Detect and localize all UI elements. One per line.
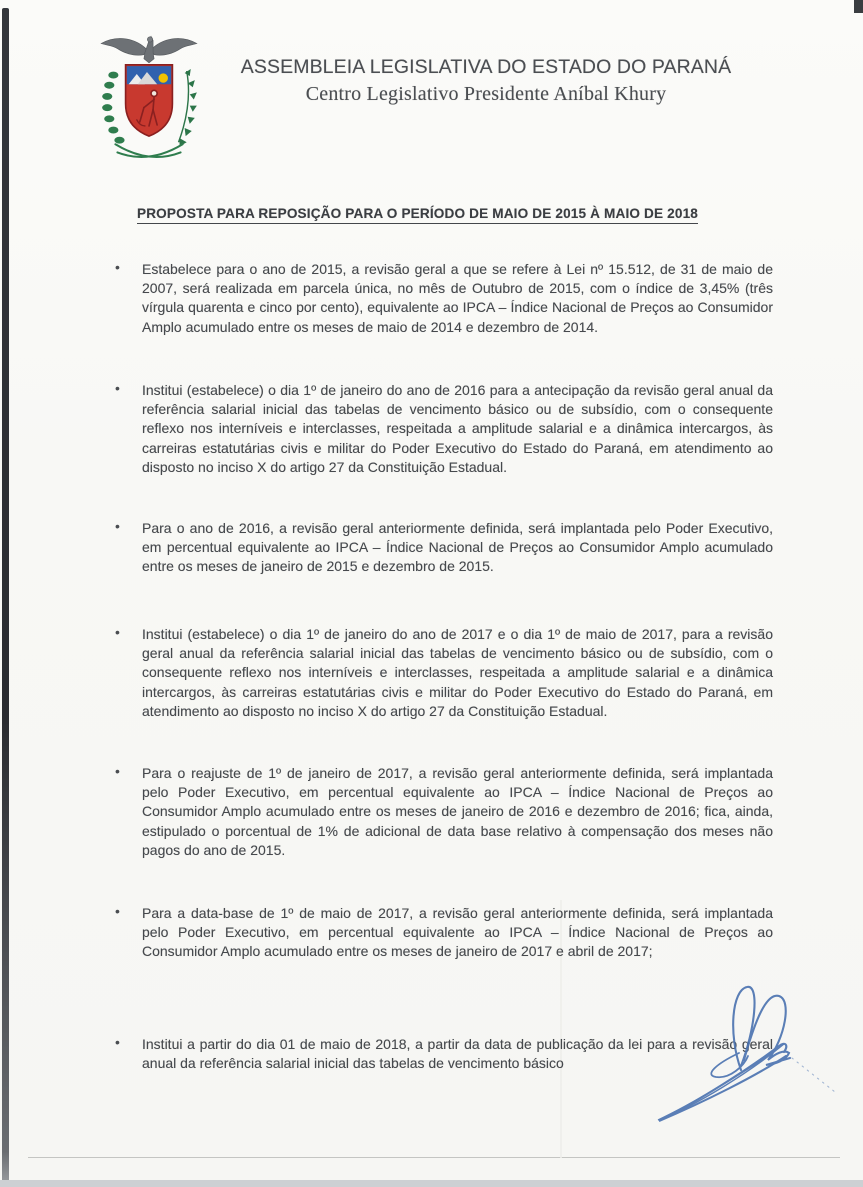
document-title-text: PROPOSTA PARA REPOSIÇÃO PARA O PERÍODO DE MAIO DE 2015 À MAIO DE 2018 — [137, 206, 698, 224]
scan-edge-bottom — [0, 1180, 863, 1187]
bullet-text-2: Institui (estabelece) o dia 1º de janeiro do ano de 2016 para a antecipação da revisão geral anual da referência salarial inicial das tabelas de vencimento básico ou de subsídio, com o consequente reflexo nos interníveis e interclasses, respeitada a amplitude salarial e a dinâmica intercargos, às carreiras estatutárias civis e militar do Poder Executivo do Estado do Paraná, em atendimento ao disposto no inciso X do artigo 27 da Constituição Estadual. — [142, 382, 773, 475]
signature-icon — [638, 972, 863, 1139]
bullet-item-2 — [115, 380, 773, 477]
bullet-marker: • — [115, 624, 120, 640]
bullet-marker: • — [115, 259, 120, 275]
document-title — [137, 206, 698, 221]
bullet-item-4 — [115, 624, 773, 721]
bullet-text-7: Institui a partir do dia 01 de maio de 2018, a partir da data de publicação da lei para a revisão geral anual da referência salarial inicial das tabelas de vencimento básico — [142, 1036, 773, 1072]
bullet-text-3: Para o ano de 2016, a revisão geral anteriormente definida, será implantada pelo Poder Executivo, em percentual equivalente ao IPCA – Índice Nacional de Preços ao Consumidor Amplo acumulado entre os meses de janeiro de 2015 e dezembro de 2015. — [142, 520, 773, 575]
bullet-marker: • — [115, 518, 120, 534]
scan-edge-left — [2, 8, 9, 1187]
scan-corner-mark — [854, 0, 863, 13]
bullet-marker: • — [115, 763, 120, 779]
bullet-text-4: Institui (estabelece) o dia 1º de janeiro do ano de 2017 e o dia 1º de maio de 2017, para a revisão geral anual da referência salarial inicial das tabelas de vencimento básico ou de subsídio, com o consequente reflexo nos interníveis e interclasses, respeitada a amplitude salarial e a dinâmica intercargos, às carreiras estatutárias civis e militar do Poder Executivo do Estado do Paraná, em atendimento ao disposto no inciso X do artigo 27 da Constituição Estadual. — [142, 626, 773, 719]
bullet-item-1 — [115, 259, 773, 337]
bullet-item-5 — [115, 763, 773, 860]
bullet-text-5: Para o reajuste de 1º de janeiro de 2017, a revisão geral anteriormente definida, será implantada pelo Poder Executivo, em percentual equivalente ao IPCA – Índice Nacional de Preços ao Consumidor Amplo acumulado entre os meses de janeiro de 2016 e dezembro de 2016; fica, ainda, estipulado o porcentual de 1% de adicional de data base relativo à compensação dos meses não pagos do ano de 2015. — [142, 765, 773, 858]
bullet-marker: • — [115, 380, 120, 396]
org-subtitle: Centro Legislativo Presidente Aníbal Khury — [305, 83, 667, 105]
bullet-marker: • — [115, 903, 120, 919]
bullet-text-1: Estabelece para o ano de 2015, a revisão geral a que se refere à Lei nº 15.512, de 31 de maio de 2007, será realizada em parcela única, no mês de Outubro de 2015, com o índice de 3,45% (três vírgula quarenta e cinco por cento), equivalente ao IPCA – Índice Nacional de Preços ao Consumidor Amplo acumulado entre os meses de maio de 2014 e dezembro de 2014. — [142, 261, 773, 335]
document-header — [205, 56, 767, 106]
bullet-item-3 — [115, 518, 773, 577]
bullet-text-6: Para a data-base de 1º de maio de 2017, a revisão geral anteriormente definida, será implantada pelo Poder Executivo, em percentual equivalente ao IPCA – Índice Nacional de Preços ao Consumidor Amplo acumulado entre os meses de janeiro de 2017 e abril de 2017; — [142, 905, 773, 960]
bullet-item-6 — [115, 903, 773, 962]
parana-coat-of-arms-icon — [93, 32, 205, 173]
bullet-marker: • — [115, 1034, 120, 1050]
paper-crease-line — [28, 1157, 840, 1158]
org-name: ASSEMBLEIA LEGISLATIVA DO ESTADO DO PARANÁ — [240, 56, 732, 78]
